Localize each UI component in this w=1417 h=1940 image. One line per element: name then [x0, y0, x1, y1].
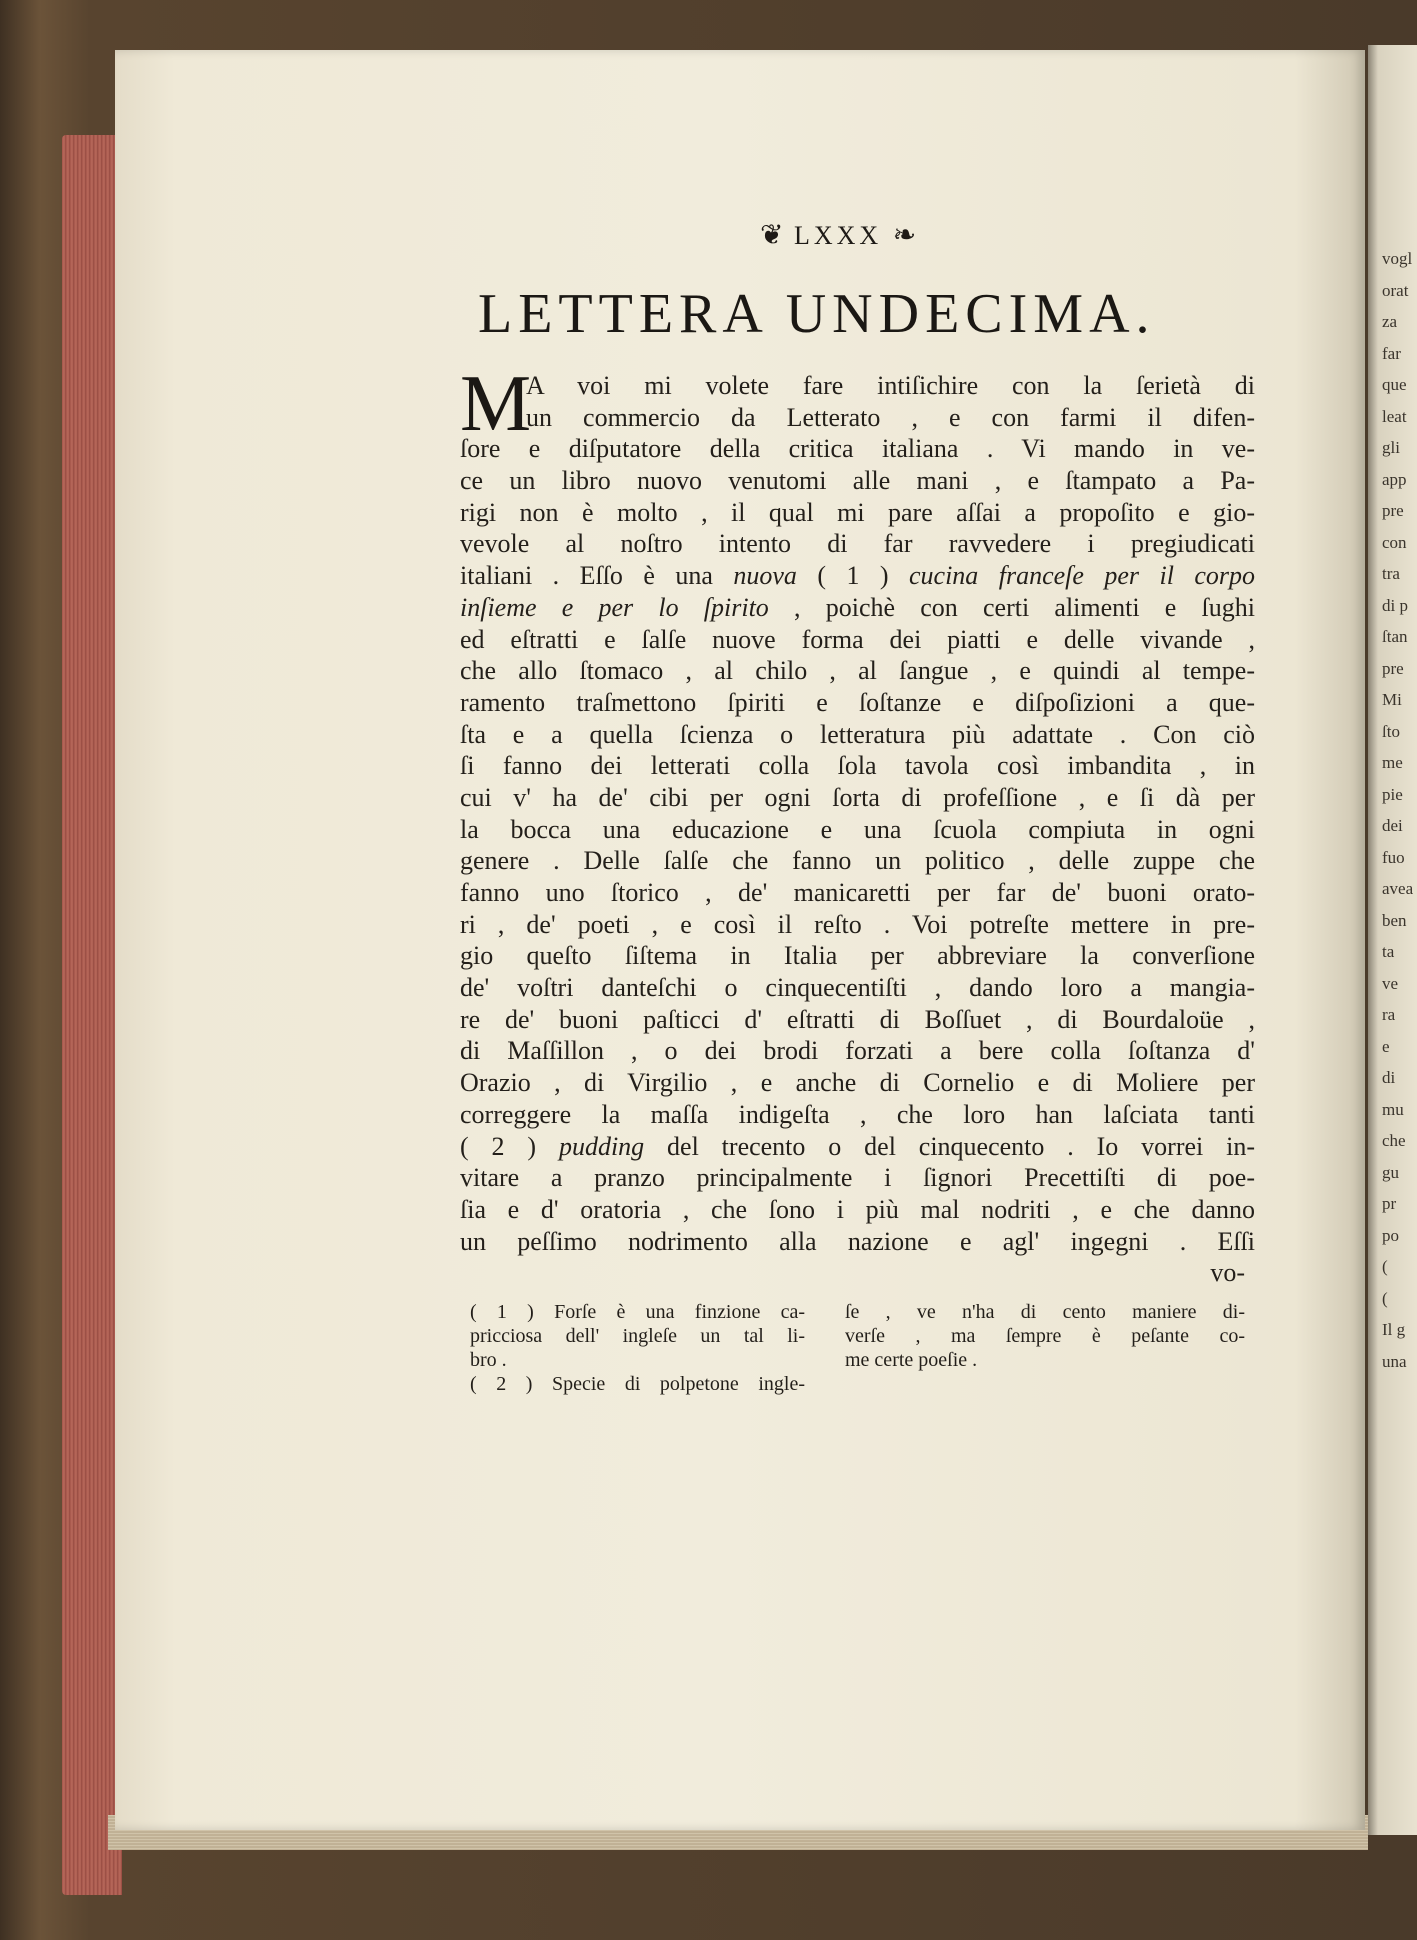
facing-page-fragment: Il g — [1382, 1320, 1406, 1339]
text-line — [460, 592, 1255, 624]
facing-page-fragment: ve — [1382, 973, 1399, 993]
facing-page-fragment: pie — [1382, 784, 1403, 804]
text-line: ri , de' poeti , e così il reſto . Voi potreſte mettere in pre- — [460, 909, 1255, 939]
body-text — [460, 360, 1256, 1289]
facing-page-fragment: pre — [1382, 501, 1404, 520]
text-line: un peſſimo nodrimento alla nazione e agl' ingegni . Eſſi — [460, 1226, 1255, 1256]
facing-page-fragment: gu — [1382, 1162, 1399, 1182]
facing-page-fragment: vogl — [1382, 249, 1413, 268]
text-run: , poichè con certi alimenti e ſughi — [794, 592, 1256, 622]
facing-page-fragment: con — [1382, 532, 1407, 552]
facing-page-fragment: app — [1382, 469, 1407, 489]
page-number: LXXX — [793, 221, 883, 250]
text-line: che allo ſtomaco , al chilo , al ſangue , e quindi al tempe- — [460, 656, 1255, 686]
text-line: di Maſſillon , o dei brodi forzati a bere colla ſoſtanza d' — [460, 1036, 1255, 1066]
text-line: fanno uno ſtorico , de' manicaretti per far de' buoni orato- — [460, 878, 1255, 907]
text-line: ſia e d' oratoria , che ſono i più mal nodriti , e che danno — [460, 1194, 1255, 1224]
facing-page-fragment: e — [1382, 1036, 1390, 1056]
facing-page-fragment: mu — [1382, 1099, 1404, 1119]
text-line: Orazio , di Virgilio , e anche di Cornelio e di Moliere per — [460, 1068, 1255, 1098]
facing-page-fragment: za — [1382, 312, 1398, 331]
footnote-ref: ( 1 ) — [817, 561, 889, 591]
text-line: un commercio da Letterato , e con farmi il difen- — [526, 402, 1255, 432]
facing-page-fragment: ſtan — [1382, 627, 1408, 646]
facing-page-fragment: ta — [1382, 942, 1395, 961]
facing-page-fragment: pre — [1382, 658, 1404, 678]
facing-page-fragment: orat — [1382, 280, 1409, 300]
text-line: la bocca una educazione e una ſcuola compiuta in ogni — [460, 814, 1255, 844]
text-line: cui v' ha de' cibi per ogni ſorta di profeſſione , e ſi dà per — [460, 782, 1255, 812]
facing-page-fragment: ra — [1382, 1005, 1396, 1024]
facing-page-fragment: que — [1382, 375, 1407, 394]
italic-run: cucina franceſe per il corpo — [909, 561, 1256, 591]
text-line: ſi fanno dei letterati colla ſola tavola così imbandita , in — [460, 751, 1255, 781]
fleuron-right-icon: ❧ — [892, 220, 917, 251]
facing-page-fragment: tra — [1382, 564, 1400, 583]
facing-page-fragment: di — [1382, 1068, 1396, 1087]
facing-page — [1368, 45, 1417, 1835]
facing-page-fragment: far — [1382, 343, 1401, 363]
facing-page-fragment: me — [1382, 753, 1403, 772]
facing-page-fragment: ſto — [1382, 721, 1400, 741]
footnote-line: verſe , ma ſempre è peſante co- — [845, 1325, 1245, 1347]
text-line — [460, 1131, 1255, 1163]
facing-page-fragment: che — [1382, 1131, 1406, 1150]
footnotes-left-column — [470, 1300, 805, 1396]
footnote-line: me certe poeſie . — [845, 1349, 978, 1371]
text-run: del trecento o del cinquecento . Io vorrei in- — [667, 1131, 1255, 1161]
facing-page-fragment: avea — [1382, 879, 1414, 898]
text-line: genere . Delle ſalſe che fanno un politico , delle zuppe che — [460, 846, 1255, 876]
footnote-line: ſe , ve n'ha di cento maniere di- — [845, 1301, 1245, 1323]
text-line: ſore e diſputatore della critica italiana . Vi mando in ve- — [460, 434, 1255, 464]
facing-page-fragment: po — [1382, 1225, 1399, 1245]
facing-page-fragment: una — [1382, 1351, 1407, 1371]
text-line: vitare a pranzo principalmente i ſignori Precettiſti di poe- — [460, 1163, 1255, 1193]
italic-run: nuova — [733, 561, 797, 591]
footnote-line: pricciosa dell' ingleſe un tal li- — [470, 1325, 805, 1347]
text-line — [460, 560, 1255, 592]
text-line: de' voſtri danteſchi o cinquecentiſti , dando loro a mangia- — [460, 973, 1255, 1003]
text-line: rigi non è molto , il qual mi pare aſſai a propoſito e gio- — [460, 497, 1255, 527]
text-run: italiani . Eſſo è una — [460, 561, 713, 591]
drop-cap: M — [460, 360, 532, 448]
page-edges — [62, 135, 122, 1895]
text-line: ſta e a quella ſcienza o letteratura più adattate . Con ciò — [460, 719, 1255, 749]
footnote-ref: ( 2 ) — [460, 1131, 537, 1161]
text-line: gio queſto ſiſtema in Italia per abbreviare la converſione — [460, 941, 1255, 971]
text-line: vevole al noſtro intento di far ravvedere i pregiudicati — [460, 529, 1255, 559]
facing-page-fragment: gli — [1382, 438, 1400, 457]
text-line: ed eſtratti e ſalſe nuove forma dei piatti e delle vivande , — [460, 624, 1255, 654]
facing-page-fragment: di p — [1382, 595, 1408, 615]
footnote-line: bro . — [470, 1349, 507, 1371]
fleuron-left-icon: ❦ — [760, 220, 784, 251]
facing-page-fragment: pr — [1382, 1194, 1397, 1213]
text-line: re de' buoni paſticci d' eſtratti di Boſſuet , di Bourdaloüe , — [460, 1004, 1255, 1034]
footnote-line: ( 1 ) Forſe è una finzione ca- — [470, 1301, 805, 1323]
catchword: vo- — [1210, 1258, 1245, 1288]
footnote-line: ( 2 ) Specie di polpetone ingle- — [470, 1373, 805, 1395]
facing-page-fragment: ( — [1382, 1257, 1388, 1276]
running-head — [760, 218, 916, 252]
text-line: correggere la maſſa indigeſta , che loro han laſciata tanti — [460, 1099, 1255, 1129]
facing-page-fragment: fuo — [1382, 847, 1405, 867]
text-line: A voi mi volete fare intiſichire con la ſerietà di — [526, 371, 1255, 400]
facing-page-fragment: Mi — [1382, 690, 1402, 709]
text-line: ramento traſmettono ſpiriti e ſoſtanze e diſpoſizioni a que- — [460, 687, 1255, 717]
footnotes-right-column — [845, 1300, 1245, 1372]
italic-run: inſieme e per lo ſpirito — [460, 592, 769, 622]
text-line: ce un libro nuovo venutomi alle mani , e ſtampato a Pa- — [460, 466, 1255, 496]
facing-page-fragment: dei — [1382, 816, 1403, 835]
italic-run: pudding — [558, 1131, 645, 1161]
letter-title: LETTERA UNDECIMA. — [478, 283, 1156, 345]
facing-page-fragment: ben — [1382, 910, 1407, 930]
facing-page-fragment: leat — [1382, 406, 1407, 426]
facing-page-fragment: ( — [1382, 1288, 1388, 1308]
